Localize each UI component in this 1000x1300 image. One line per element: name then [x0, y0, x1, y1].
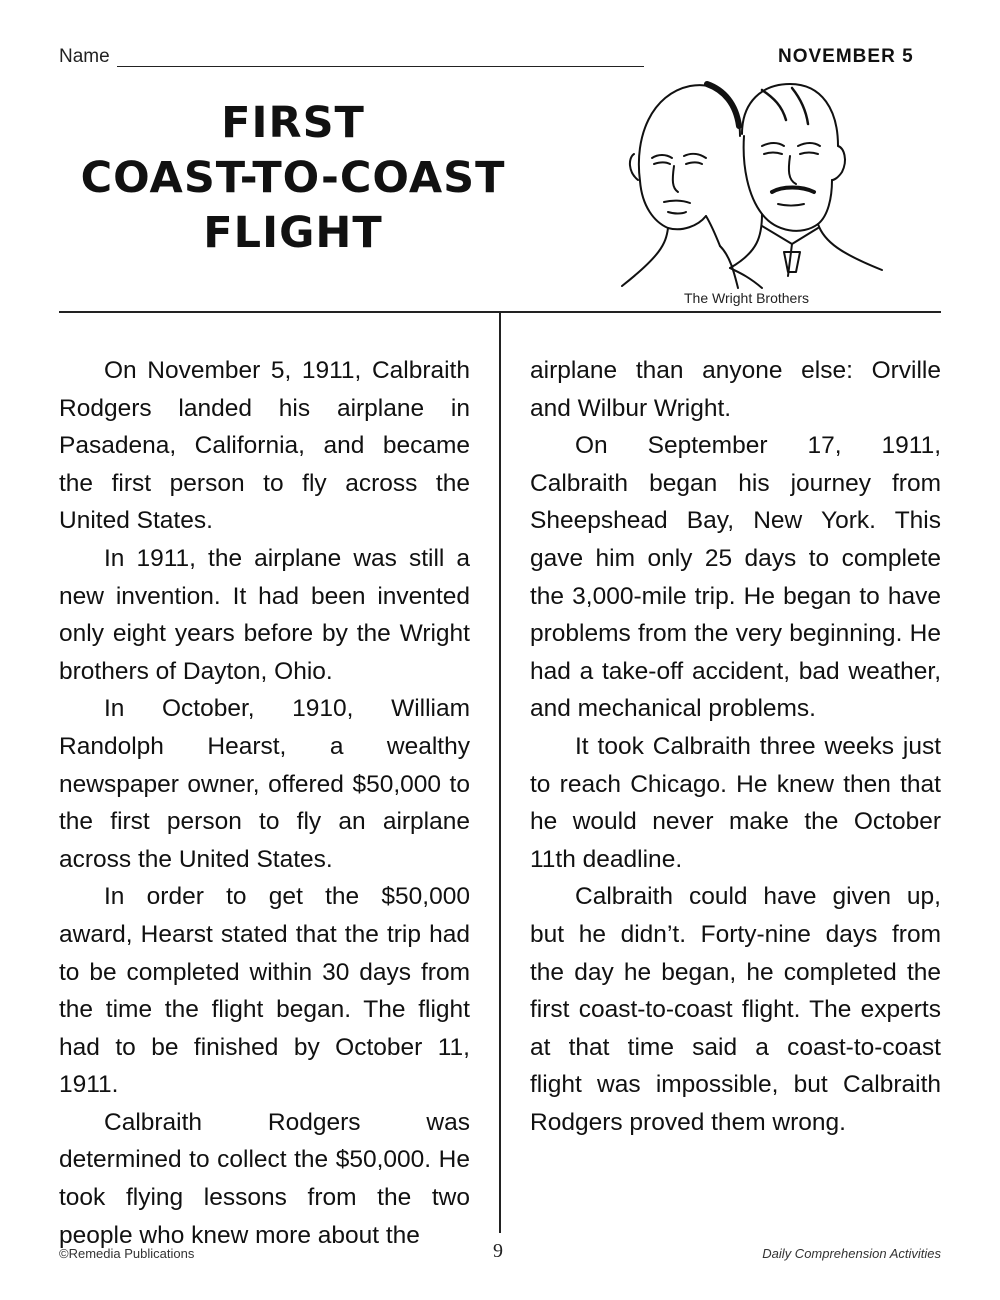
column-divider	[499, 312, 501, 1233]
article-paragraph: It took Calbraith three weeks just to reach Chicago. He knew then that he would never make the October 11th deadline.	[530, 732, 941, 873]
article-paragraph: airplane than anyone else: Orville and Wilbur Wright.	[530, 357, 941, 422]
article-paragraph: Calbraith Rodgers was determined to collect the $50,000. He took flying lessons from the two people who knew more about the	[59, 1108, 470, 1249]
illustration-caption: The Wright Brothers	[684, 290, 810, 306]
article-column-left	[59, 352, 470, 1254]
title-line: FIRST	[221, 98, 365, 148]
series-name: Daily Comprehension Activities	[762, 1246, 941, 1261]
publisher-credit: ©Remedia Publications	[59, 1246, 195, 1261]
article-paragraph: In 1911, the airplane was still a new invention. It had been invented only eight years before by the Wright brothers of Dayton, Ohio.	[59, 544, 470, 685]
title-line: FLIGHT	[203, 208, 383, 258]
article-paragraph: On September 17, 1911, Calbraith began his journey from Sheepshead Bay, New York. This gave him only 25 days to complete the 3,000-mile trip. He began to have problems from the very beginning. He had a take-off accident, bad weather, and mechanical problems.	[530, 432, 941, 723]
page-title	[50, 96, 536, 261]
article-paragraph: In order to get the $50,000 award, Hearst stated that the trip had to be completed within 30 days from the time the flight began. The flight had to be finished by October 11, 1911.	[59, 883, 470, 1099]
name-field-line[interactable]	[117, 66, 644, 67]
name-label: Name	[59, 46, 110, 67]
wright-brothers-portrait-icon	[612, 76, 902, 291]
article-paragraph: On November 5, 1911, Calbraith Rodgers landed his airplane in Pasadena, California, and became the first person to fly across the United States.	[59, 357, 470, 535]
article-paragraph: Calbraith could have given up, but he didn’t. Forty-nine days from the day he began, he completed the first coast-to-coast flight. The experts at that time said a coast-to-coast flight was impossible, but Calbraith Rodgers proved them wrong.	[530, 883, 941, 1136]
title-line: COAST-TO-COAST	[80, 153, 506, 203]
article-column-right	[530, 352, 941, 1141]
article-paragraph: In October, 1910, William Randolph Hearst, a wealthy newspaper owner, offered $50,000 to the first person to fly an airplane across the United States.	[59, 695, 470, 873]
page-number: 9	[493, 1240, 503, 1262]
date-label: NOVEMBER 5	[778, 46, 914, 67]
